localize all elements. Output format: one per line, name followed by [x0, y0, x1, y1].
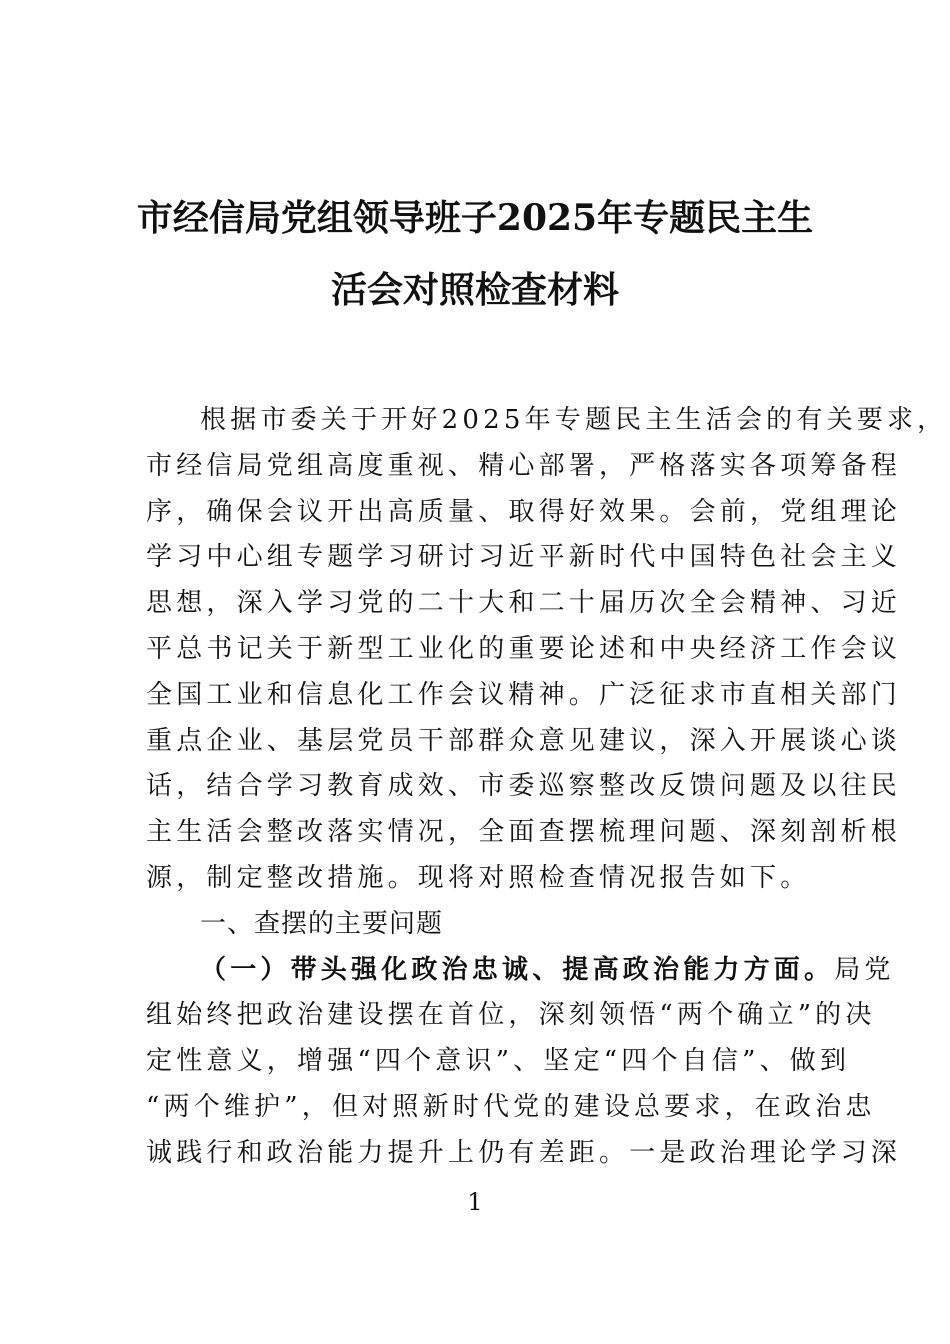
- subsection-lead: （一）带头强化政治忠诚、提高政治能力方面。: [200, 954, 835, 985]
- paragraph-line: 学习中心组专题学习研讨习近平新时代中国特色社会主义: [146, 542, 902, 573]
- document-body: [146, 398, 948, 1177]
- paragraph-line: 主生活会整改落实情况，全面查摆梳理问题、深刻剖析根: [146, 817, 902, 848]
- paragraph-line: “两个维护”，但对照新时代党的建设总要求，在政治忠: [146, 1091, 876, 1122]
- document-title-line-2: 活会对照检查材料: [330, 269, 619, 311]
- subsection-first-line: [146, 948, 895, 994]
- paragraph-line: 全国工业和信息化工作会议精神。广泛征求市直相关部门: [146, 679, 902, 710]
- page-number: 1: [467, 1188, 483, 1216]
- paragraph-line: 市经信局党组高度重视、精心部署，严格落实各项筹备程: [146, 450, 902, 481]
- paragraph-line: 根据市委关于开好2025年专题民主生活会的有关要求，: [200, 405, 948, 435]
- paragraph-line: 源，制定整改措施。现将对照检查情况报告如下。: [146, 862, 811, 893]
- paragraph-line: 话，结合学习教育成效、市委巡察整改反馈问题及以往民: [146, 771, 902, 802]
- paragraph-line: 平总书记关于新型工业化的重要论述和中央经济工作会议: [146, 633, 902, 664]
- paragraph-line: 组始终把政治建设摆在首位，深刻领悟“两个确立”的决: [146, 1000, 876, 1031]
- subsection-lead-rest: 局党: [834, 954, 895, 985]
- paragraph-line: 诚践行和政治能力提升上仍有差距。一是政治理论学习深: [146, 1137, 902, 1168]
- section-heading: 一、查摆的主要问题: [200, 908, 444, 939]
- paragraph-line: 定性意义，增强“四个意识”、坚定“四个自信”、做到: [146, 1046, 851, 1077]
- document-title-line-1: 市经信局党组领导班子2025年专题民主生: [136, 197, 814, 239]
- paragraph-line: 重点企业、基层党员干部群众意见建议，深入开展谈心谈: [146, 725, 902, 756]
- paragraph-line: 序，确保会议开出高质量、取得好效果。会前，党组理论: [146, 496, 902, 527]
- paragraph-line: 思想，深入学习党的二十大和二十届历次全会精神、习近: [146, 588, 902, 619]
